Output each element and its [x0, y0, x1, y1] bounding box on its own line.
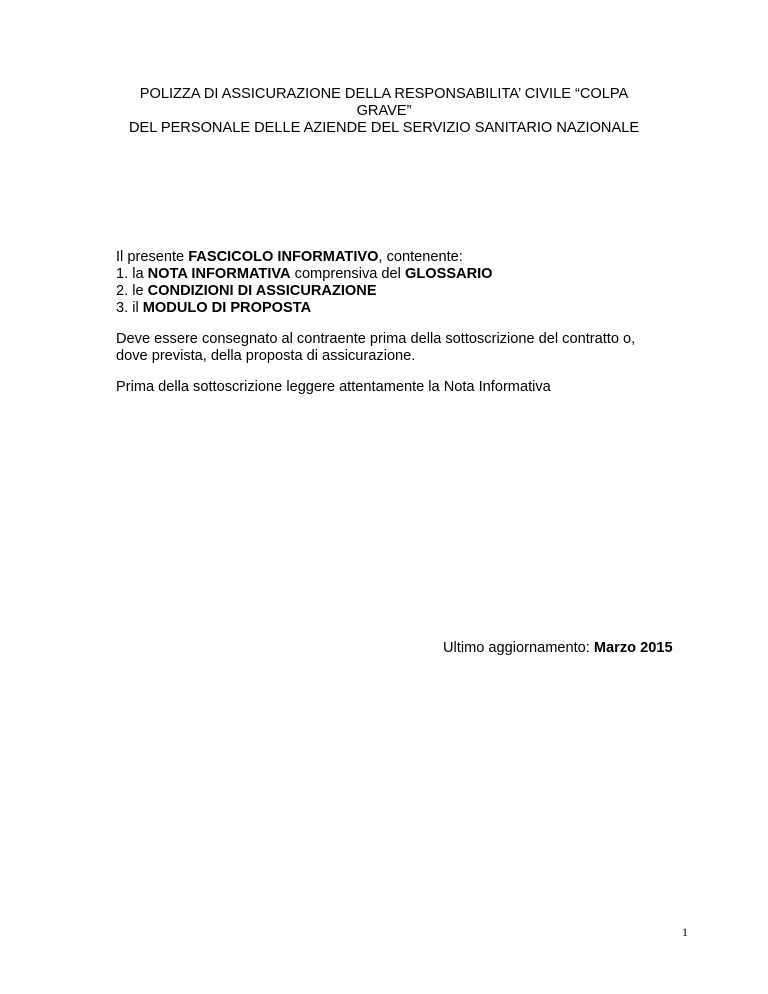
page-number: 1: [682, 925, 688, 939]
update-label: Ultimo aggiornamento:: [443, 640, 594, 656]
document-title: [110, 86, 658, 137]
list-item-middle: comprensiva del: [290, 266, 405, 282]
list-item-bold: MODULO DI PROPOSTA: [142, 300, 312, 316]
last-update: [443, 640, 673, 657]
document-body: [116, 249, 696, 396]
advice-paragraph: Prima della sottoscrizione leggere attentamente la Nota Informativa: [116, 379, 551, 395]
intro-paragraph: [116, 249, 696, 266]
update-date: Marzo 2015: [593, 640, 673, 656]
fascicolo-label: FASCICOLO INFORMATIVO: [188, 249, 379, 265]
title-line-1: POLIZZA DI ASSICURAZIONE DELLA RESPONSABILITA’ CIVILE “COLPA: [139, 86, 629, 102]
list-item-number: 2.: [116, 283, 129, 299]
list-item-number: 1.: [116, 266, 129, 282]
list-item-number: 3.: [116, 300, 129, 316]
list-item-bold: NOTA INFORMATIVA: [147, 266, 291, 282]
list-item: [116, 266, 696, 283]
intro-suffix: , contenente:: [378, 249, 463, 265]
title-line-3: DEL PERSONALE DELLE AZIENDE DEL SERVIZIO SANITARIO NAZIONALE: [128, 120, 640, 136]
list-item: [116, 300, 696, 317]
delivery-line-2: dove prevista, della proposta di assicurazione.: [116, 348, 416, 364]
list-item-prefix: la: [128, 266, 148, 282]
list-item: [116, 283, 696, 300]
list-item-prefix: le: [128, 283, 148, 299]
delivery-line-1: Deve essere consegnato al contraente prima della sottoscrizione del contratto o,: [116, 331, 636, 347]
list-item-prefix: il: [128, 300, 143, 316]
list-item-bold: CONDIZIONI DI ASSICURAZIONE: [147, 283, 377, 299]
intro-prefix: Il presente: [116, 249, 189, 265]
list-item-bold-2: GLOSSARIO: [404, 266, 493, 282]
title-line-2: GRAVE”: [356, 103, 412, 119]
